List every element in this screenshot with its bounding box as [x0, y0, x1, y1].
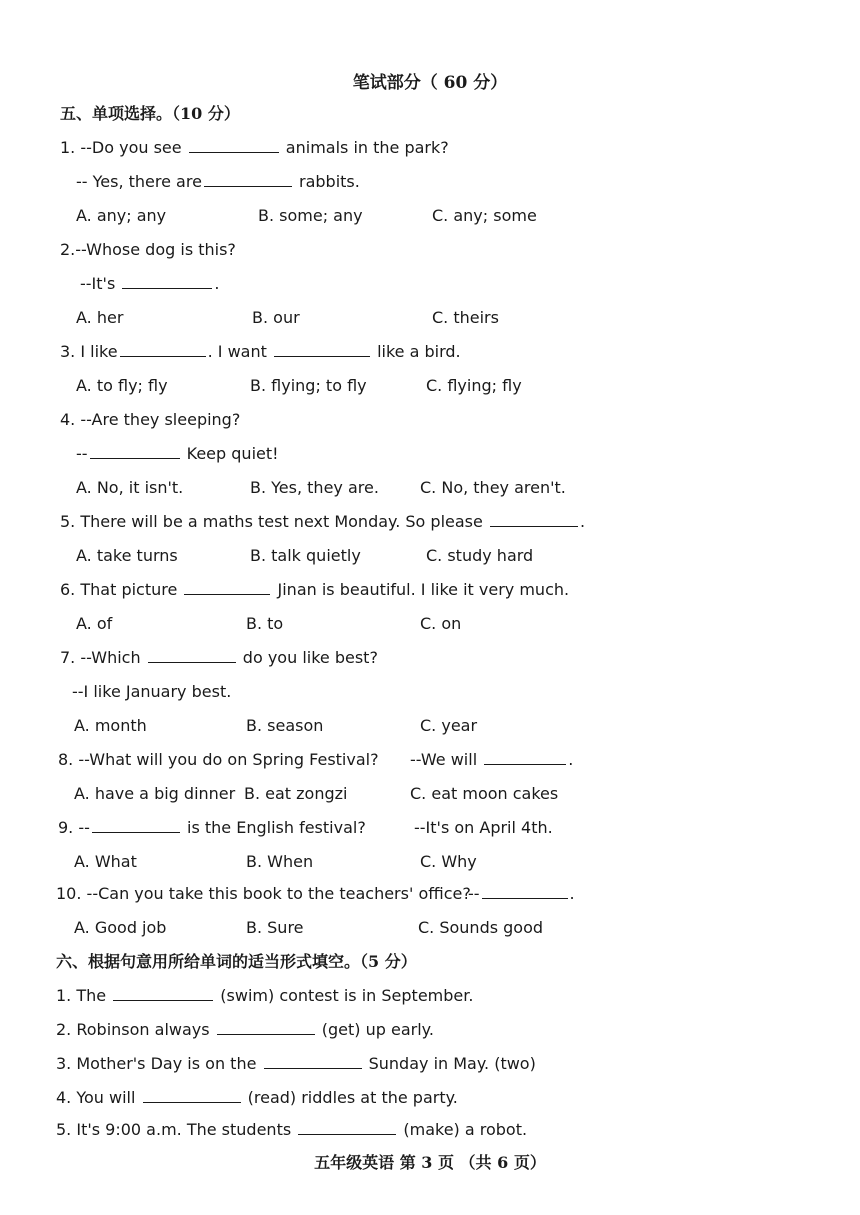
question-number: 3.	[60, 342, 76, 361]
question-text: --Do you see	[80, 138, 182, 157]
option-c: C. study hard	[426, 546, 534, 565]
answer-blank	[298, 1120, 396, 1135]
question-text: Keep quiet!	[186, 444, 279, 463]
option-c: C. theirs	[432, 308, 499, 327]
question-7-line-1	[60, 648, 378, 668]
answer-blank	[217, 1020, 315, 1035]
answer-blank	[92, 818, 180, 833]
question-text: That picture	[80, 580, 178, 599]
option-a: A. to fly; fly	[76, 376, 168, 395]
question-text: . I want	[207, 342, 267, 361]
question-4-line-2	[76, 444, 279, 464]
fill-text: (read) riddles at the party.	[247, 1088, 458, 1107]
fill-item-4	[56, 1088, 458, 1108]
option-b: B. flying; to fly	[250, 376, 367, 395]
question-text: --	[78, 818, 90, 837]
question-9-line-1	[58, 818, 366, 838]
fill-text: 1. The	[56, 986, 107, 1005]
question-number: 9.	[58, 818, 74, 837]
option-b: B. to	[246, 614, 284, 633]
option-a: A. month	[74, 716, 147, 735]
option-b: B. our	[252, 308, 300, 327]
option-c: C. flying; fly	[426, 376, 522, 395]
fill-item-3	[56, 1054, 536, 1074]
question-text: Jinan is beautiful. I like it very much.	[277, 580, 570, 599]
question-number: 10.	[56, 884, 82, 903]
question-number: 1.	[60, 138, 76, 157]
option-a: A. have a big dinner	[74, 784, 236, 803]
option-b: B. talk quietly	[250, 546, 361, 565]
question-text: rabbits.	[299, 172, 360, 191]
question-10-answer	[468, 884, 575, 904]
question-text: .	[569, 884, 575, 903]
option-a: A. No, it isn't.	[76, 478, 184, 497]
fill-item-5	[56, 1120, 527, 1140]
question-text: --It's	[80, 274, 116, 293]
question-number: 6.	[60, 580, 76, 599]
question-5-line-1	[60, 512, 585, 532]
fill-text: (make) a robot.	[403, 1120, 528, 1139]
answer-blank	[484, 750, 566, 765]
question-8-answer	[410, 750, 573, 770]
fill-text: 5. It's 9:00 a.m. The students	[56, 1120, 292, 1139]
option-b: B. Yes, they are.	[250, 478, 379, 497]
question-text: do you like best?	[242, 648, 378, 667]
option-a: A. Good job	[74, 918, 167, 937]
question-text: .	[579, 512, 586, 531]
question-10-line-1	[56, 884, 471, 904]
answer-blank	[143, 1088, 241, 1103]
fill-item-1	[56, 986, 473, 1006]
page-title: 笔试部分（ 60 分）	[352, 73, 508, 93]
option-b: B. some; any	[258, 206, 363, 225]
fill-text: 3. Mother's Day is on the	[56, 1054, 257, 1073]
section-5-heading: 五、单项选择。（10 分）	[60, 104, 240, 123]
answer-blank	[482, 884, 568, 899]
question-text: --Whose dog is this?	[75, 240, 236, 259]
option-c: C. eat moon cakes	[410, 784, 559, 803]
option-b: B. season	[246, 716, 324, 735]
answer-blank	[204, 172, 292, 187]
answer-blank	[148, 648, 236, 663]
option-b: B. Sure	[246, 918, 304, 937]
question-text: is the English festival?	[187, 818, 366, 837]
question-1-line-2	[76, 172, 360, 192]
question-2-line-1	[60, 240, 236, 260]
option-c: C. Why	[420, 852, 477, 871]
option-c: C. Sounds good	[418, 918, 544, 937]
fill-text: (swim) contest is in September.	[220, 986, 474, 1005]
answer-blank	[264, 1054, 362, 1069]
question-text: -- Yes, there are	[76, 172, 202, 191]
question-text: --Are they sleeping?	[80, 410, 241, 429]
fill-item-2	[56, 1020, 434, 1040]
question-7-line-2: --I like January best.	[72, 682, 232, 701]
fill-text: (get) up early.	[321, 1020, 434, 1039]
answer-blank	[490, 512, 578, 527]
option-c: C. on	[420, 614, 462, 633]
question-text: --	[468, 884, 480, 903]
option-c: C. any; some	[432, 206, 537, 225]
question-text: .	[568, 750, 574, 769]
fill-text: 2. Robinson always	[56, 1020, 210, 1039]
option-c: C. year	[420, 716, 478, 735]
answer-blank	[274, 342, 370, 357]
option-a: A. of	[76, 614, 113, 633]
option-a: A. her	[76, 308, 124, 327]
question-8-line-1	[58, 750, 379, 770]
section-6-heading: 六、根据句意用所给单词的适当形式填空。（5 分）	[56, 952, 417, 971]
question-9-answer: --It's on April 4th.	[414, 818, 553, 837]
answer-blank	[184, 580, 270, 595]
answer-blank	[120, 342, 206, 357]
question-3-line-1	[60, 342, 461, 362]
question-6-line-1	[60, 580, 569, 600]
option-a: A. What	[74, 852, 137, 871]
question-1-line-1	[60, 138, 449, 158]
answer-blank	[113, 986, 213, 1001]
question-number: 5.	[60, 512, 76, 531]
answer-blank	[122, 274, 212, 289]
answer-blank	[189, 138, 279, 153]
question-text: --Can you take this book to the teachers' office?	[86, 884, 471, 903]
fill-text: 4. You will	[56, 1088, 136, 1107]
question-text: .	[214, 274, 220, 293]
question-text: --What will you do on Spring Festival?	[78, 750, 379, 769]
fill-text: Sunday in May. (two)	[368, 1054, 536, 1073]
question-number: 7.	[60, 648, 76, 667]
answer-blank	[90, 444, 180, 459]
question-text: like a bird.	[377, 342, 461, 361]
question-text: --Which	[80, 648, 141, 667]
question-text: There will be a maths test next Monday. So please	[80, 512, 483, 531]
option-b: B. eat zongzi	[244, 784, 348, 803]
question-text: I like	[80, 342, 118, 361]
option-a: A. take turns	[76, 546, 178, 565]
option-c: C. No, they aren't.	[420, 478, 566, 497]
question-text: --We will	[410, 750, 478, 769]
question-2-line-2	[80, 274, 219, 294]
question-text: animals in the park?	[285, 138, 449, 157]
question-number: 4.	[60, 410, 76, 429]
page-footer: 五年级英语 第 3 页 （共 6 页）	[314, 1153, 546, 1172]
option-b: B. When	[246, 852, 314, 871]
option-a: A. any; any	[76, 206, 167, 225]
question-number: 2.	[60, 240, 76, 259]
question-number: 8.	[58, 750, 74, 769]
question-text: --	[76, 444, 88, 463]
question-4-line-1	[60, 410, 240, 430]
